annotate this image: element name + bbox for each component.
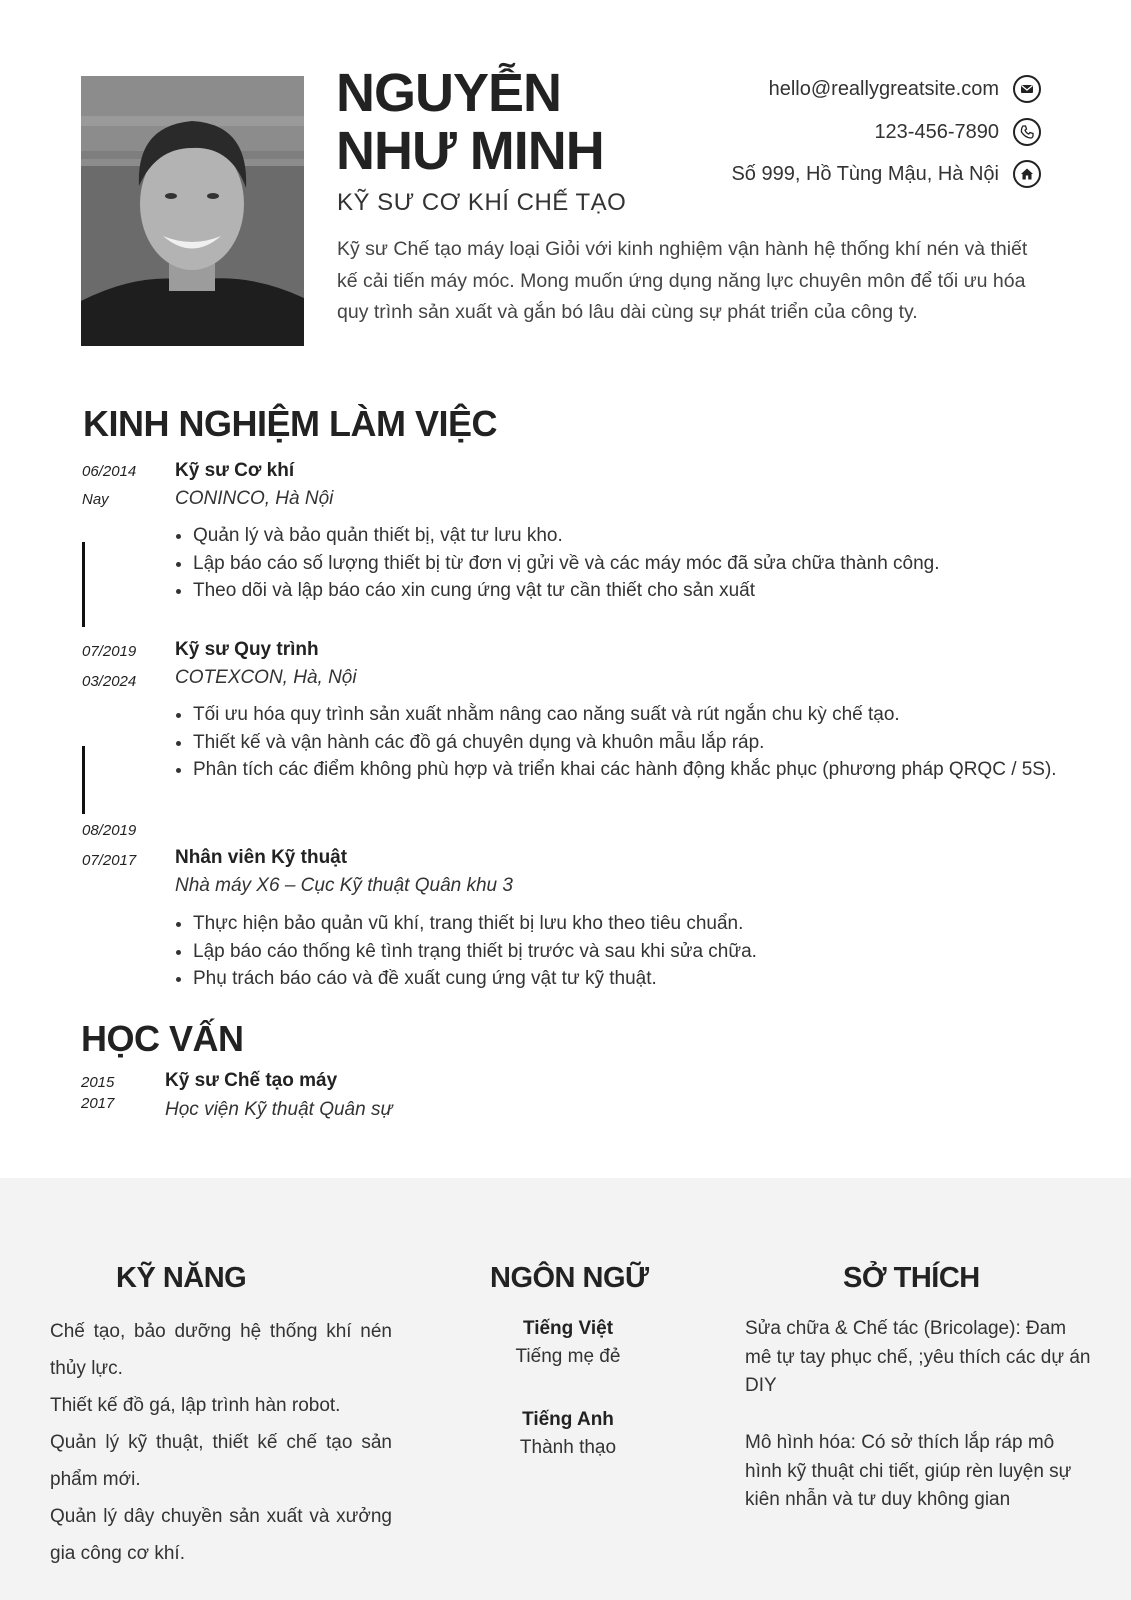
job-date-start: 08/2019 — [82, 822, 137, 839]
job-date-end: 03/2024 — [82, 673, 137, 690]
job-bullet: • Thiết kế và vận hành các đồ gá chuyên dụng và khuôn mẫu lắp ráp. — [193, 729, 1063, 757]
language-level: Thành thạo — [519, 1437, 617, 1458]
education-degree: Kỹ sư Chế tạo máy — [165, 1070, 338, 1091]
contact-email — [769, 75, 1041, 103]
timeline-divider — [82, 542, 85, 627]
language-level: Tiếng mẹ đẻ — [515, 1346, 621, 1367]
language-item — [468, 1318, 668, 1368]
home-icon — [1013, 160, 1041, 188]
candidate-name — [336, 64, 666, 180]
languages-title: NGÔN NGỮ — [490, 1262, 649, 1294]
profile-photo — [81, 76, 304, 346]
skill-item: Quản lý kỹ thuật, thiết kế chế tạo sản phẩm mới. — [50, 1432, 392, 1490]
job-bullet: • Lập báo cáo số lượng thiết bị từ đơn vị gửi về và các máy móc đã sửa chữa thành công. — [193, 550, 1063, 578]
skill-item: Chế tạo, bảo dưỡng hệ thống khí nén thủy lực. — [50, 1321, 392, 1379]
job-company: CONINCO, Hà Nội — [175, 488, 334, 509]
skills-title: KỸ NĂNG — [116, 1262, 247, 1294]
skill-item: Thiết kế đồ gá, lập trình hàn robot. — [50, 1395, 341, 1416]
hobby-item: Mô hình hóa: Có sở thích lắp ráp mô hình kỹ thuật chi tiết, giúp rèn luyện sự kiên nhẫn và tư duy không gian — [745, 1432, 1072, 1510]
mail-icon — [1013, 75, 1041, 103]
job-title: KỸ SƯ CƠ KHÍ CHẾ TẠO — [337, 189, 627, 216]
job-bullet: • Phụ trách báo cáo và đề xuất cung ứng vật tư kỹ thuật. — [193, 965, 1063, 993]
job-bullets — [175, 910, 1063, 993]
name-line-1: NGUYỄN — [336, 63, 562, 123]
education-section-title: HỌC VẤN — [81, 1018, 244, 1059]
job-bullet: • Tối ưu hóa quy trình sản xuất nhằm nâng cao năng suất và rút ngắn chu kỳ chế tạo. — [193, 701, 1063, 729]
skills-list — [50, 1313, 392, 1572]
language-item — [468, 1409, 668, 1459]
hobby-item: Sửa chữa & Chế tác (Bricolage): Đam mê tự tay phục chế, ;yêu thích các dự án DIY — [745, 1318, 1091, 1396]
timeline-divider — [82, 746, 85, 814]
job-date-start: 07/2019 — [82, 643, 137, 660]
job-date-end: 07/2017 — [82, 852, 137, 869]
education-date-end: 2017 — [81, 1095, 115, 1112]
job-dates — [82, 816, 162, 876]
profile-summary: Kỹ sư Chế tạo máy loại Giỏi với kinh nghiệm vận hành hệ thống khí nén và thiết kế cải tiến máy móc. Mong muốn ứng dụng năng lực chuyên môn để tối ưu hóa quy trình sản xuất và gắn bó lâu dài cùng sự phát triển của công ty. — [337, 238, 1028, 323]
job-role: Kỹ sư Cơ khí — [175, 460, 295, 481]
job-role: Kỹ sư Quy trình — [175, 639, 319, 660]
contact-phone — [874, 118, 1041, 146]
job-dates — [82, 637, 162, 697]
contact-address — [731, 160, 1041, 188]
job-bullet: • Lập báo cáo thống kê tình trạng thiết bị trước và sau khi sửa chữa. — [193, 938, 1063, 966]
job-date-start: 06/2014 — [82, 463, 137, 480]
phone-text[interactable]: 123-456-7890 — [874, 120, 999, 143]
skill-item: Quản lý dây chuyền sản xuất và xưởng gia công cơ khí. — [50, 1506, 392, 1564]
experience-section-title: KINH NGHIỆM LÀM VIỆC — [83, 403, 498, 444]
email-text[interactable]: hello@reallygreatsite.com — [768, 77, 999, 100]
hobbies-title: SỞ THÍCH — [843, 1262, 980, 1294]
phone-icon — [1013, 118, 1041, 146]
education-date-start: 2015 — [81, 1074, 115, 1091]
job-bullet: • Phân tích các điểm không phù hợp và triển khai các hành động khắc phục (phương pháp QRQC / 5S). — [193, 756, 1063, 784]
language-name: Tiếng Việt — [522, 1318, 614, 1339]
job-company: Nhà máy X6 – Cục Kỹ thuật Quân khu 3 — [175, 875, 513, 896]
job-bullets — [175, 522, 1063, 605]
job-bullet: • Theo dõi và lập báo cáo xin cung ứng vật tư cần thiết cho sản xuất — [193, 577, 1063, 605]
name-line-2: NHƯ MINH — [336, 121, 604, 181]
job-bullets — [175, 701, 1063, 784]
education-dates — [81, 1072, 114, 1114]
job-company: COTEXCON, Hà, Nội — [175, 667, 357, 688]
job-dates — [82, 458, 162, 514]
job-bullet: • Thực hiện bảo quản vũ khí, trang thiết bị lưu kho theo tiêu chuẩn. — [193, 910, 1063, 938]
job-role: Nhân viên Kỹ thuật — [175, 847, 348, 868]
job-bullet: • Quản lý và bảo quản thiết bị, vật tư lưu kho. — [193, 522, 1063, 550]
language-name: Tiếng Anh — [522, 1409, 614, 1430]
job-date-end: Nay — [82, 491, 109, 508]
education-school: Học viện Kỹ thuật Quân sự — [165, 1099, 393, 1120]
address-text: Số 999, Hồ Tùng Mậu, Hà Nội — [731, 162, 999, 185]
